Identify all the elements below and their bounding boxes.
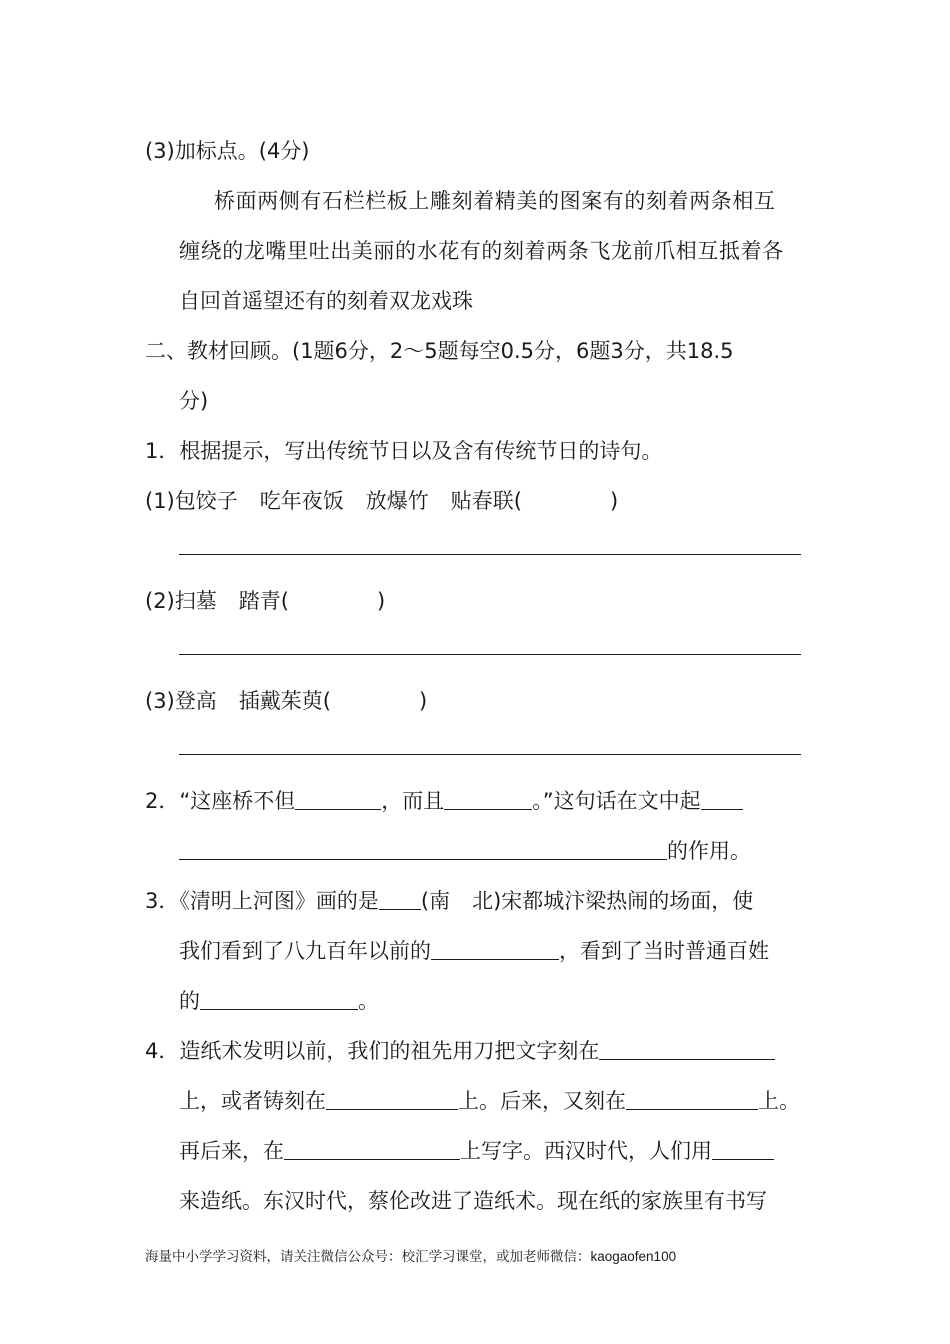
passage-line-1: 桥面两侧有石栏栏板上雕刻着精美的图案有的刻着两条相互 bbox=[214, 189, 776, 213]
q1-item-1-answer-line[interactable] bbox=[179, 554, 801, 555]
passage-line-3: 自回首遥望还有的刻着双龙戏珠 bbox=[179, 289, 473, 313]
q2-text: 。”这句话在文中起 bbox=[532, 789, 701, 813]
q1-item-2-answer-line[interactable] bbox=[179, 654, 801, 655]
q1-item-1-close: ) bbox=[609, 489, 619, 513]
q3-text: 的 bbox=[179, 989, 200, 1013]
q1-item-2 bbox=[145, 586, 385, 616]
q4-blank-1[interactable] bbox=[599, 1039, 775, 1060]
section-2-title: 二、教材回顾。(1题6分，2～5题每空0.5分，6题3分，共18.5 bbox=[145, 339, 734, 363]
q2-line-2 bbox=[179, 836, 751, 866]
q1-item-2-close: ) bbox=[376, 589, 386, 613]
q1-stem: 1．根据提示，写出传统节日以及含有传统节日的诗句。 bbox=[145, 439, 663, 463]
q1-item-1 bbox=[145, 486, 618, 516]
q2-blank-3-cont[interactable] bbox=[179, 839, 667, 860]
q4-text: 4．造纸术发明以前，我们的祖先用刀把文字刻在 bbox=[145, 1039, 600, 1063]
q3-blank-3[interactable] bbox=[200, 989, 358, 1010]
q1-item-1-word: 贴春联( bbox=[450, 489, 522, 513]
q4-line-1 bbox=[145, 1036, 775, 1066]
footer-note: 海量中小学学习资料，请关注微信公众号：校汇学习课堂，或加老师微信：kaogaofen100 bbox=[145, 1249, 677, 1264]
q2-text: ，而且 bbox=[381, 789, 445, 813]
q3-text: 北)宋都城汴梁热闹的场面，使 bbox=[472, 889, 754, 913]
q4-text: 上，或者铸刻在 bbox=[179, 1089, 326, 1113]
q3-line-3 bbox=[179, 986, 379, 1016]
q1-item-3 bbox=[145, 686, 427, 716]
q4-text: 上写字。西汉时代，人们用 bbox=[460, 1139, 712, 1163]
q1-item-3-answer-line[interactable] bbox=[179, 754, 801, 755]
q3-text: 我们看到了八九百年以前的 bbox=[179, 939, 431, 963]
q4-blank-2[interactable] bbox=[326, 1089, 458, 1110]
q1-item-3-word: 插戴茱萸( bbox=[238, 689, 331, 713]
q3-line-1 bbox=[145, 886, 753, 916]
q1-item-3-close: ) bbox=[418, 689, 428, 713]
q4-line-4: 来造纸。东汉时代，蔡伦改进了造纸术。现在纸的家族里有书写 bbox=[179, 1189, 767, 1213]
q1-item-1-label: (1)包饺子 bbox=[145, 489, 238, 513]
q1-item-2-label: (2)扫墓 bbox=[145, 589, 217, 613]
q4-text: 上。 bbox=[758, 1089, 800, 1113]
q2-blank-2[interactable] bbox=[444, 789, 532, 810]
q4-blank-3[interactable] bbox=[626, 1089, 758, 1110]
q3-line-2 bbox=[179, 936, 769, 966]
q1-item-3-label: (3)登高 bbox=[145, 689, 217, 713]
q3-blank-1[interactable] bbox=[379, 889, 421, 910]
q4-text: 上。后来，又刻在 bbox=[458, 1089, 626, 1113]
q4-line-3 bbox=[179, 1136, 774, 1166]
q3-text: 3．《清明上河图》画的是 bbox=[145, 889, 379, 913]
q3-blank-2[interactable] bbox=[431, 939, 559, 960]
q1-item-1-word: 吃年夜饭 bbox=[259, 489, 344, 513]
q2-text: 2．“这座桥不但 bbox=[145, 789, 296, 813]
q3-text: ，看到了当时普通百姓 bbox=[559, 939, 769, 963]
q4-text: 再后来，在 bbox=[179, 1139, 284, 1163]
q3-text: (南 bbox=[420, 889, 451, 913]
punctuation-heading: (3)加标点。(4分) bbox=[145, 139, 310, 163]
q3-text: 。 bbox=[358, 989, 379, 1013]
q1-item-1-word: 放爆竹 bbox=[365, 489, 429, 513]
q4-blank-5[interactable] bbox=[712, 1139, 774, 1160]
q2-line-1 bbox=[145, 786, 743, 816]
passage-line-2: 缠绕的龙嘴里吐出美丽的水花有的刻着两条飞龙前爪相互抵着各 bbox=[179, 239, 784, 263]
q4-line-2 bbox=[179, 1086, 800, 1116]
q4-blank-4[interactable] bbox=[284, 1139, 460, 1160]
q2-text: 的作用。 bbox=[667, 839, 751, 863]
q2-blank-3[interactable] bbox=[701, 789, 743, 810]
q2-blank-1[interactable] bbox=[295, 789, 381, 810]
section-2-title-cont: 分) bbox=[179, 389, 209, 413]
q1-item-2-word: 踏青( bbox=[238, 589, 289, 613]
